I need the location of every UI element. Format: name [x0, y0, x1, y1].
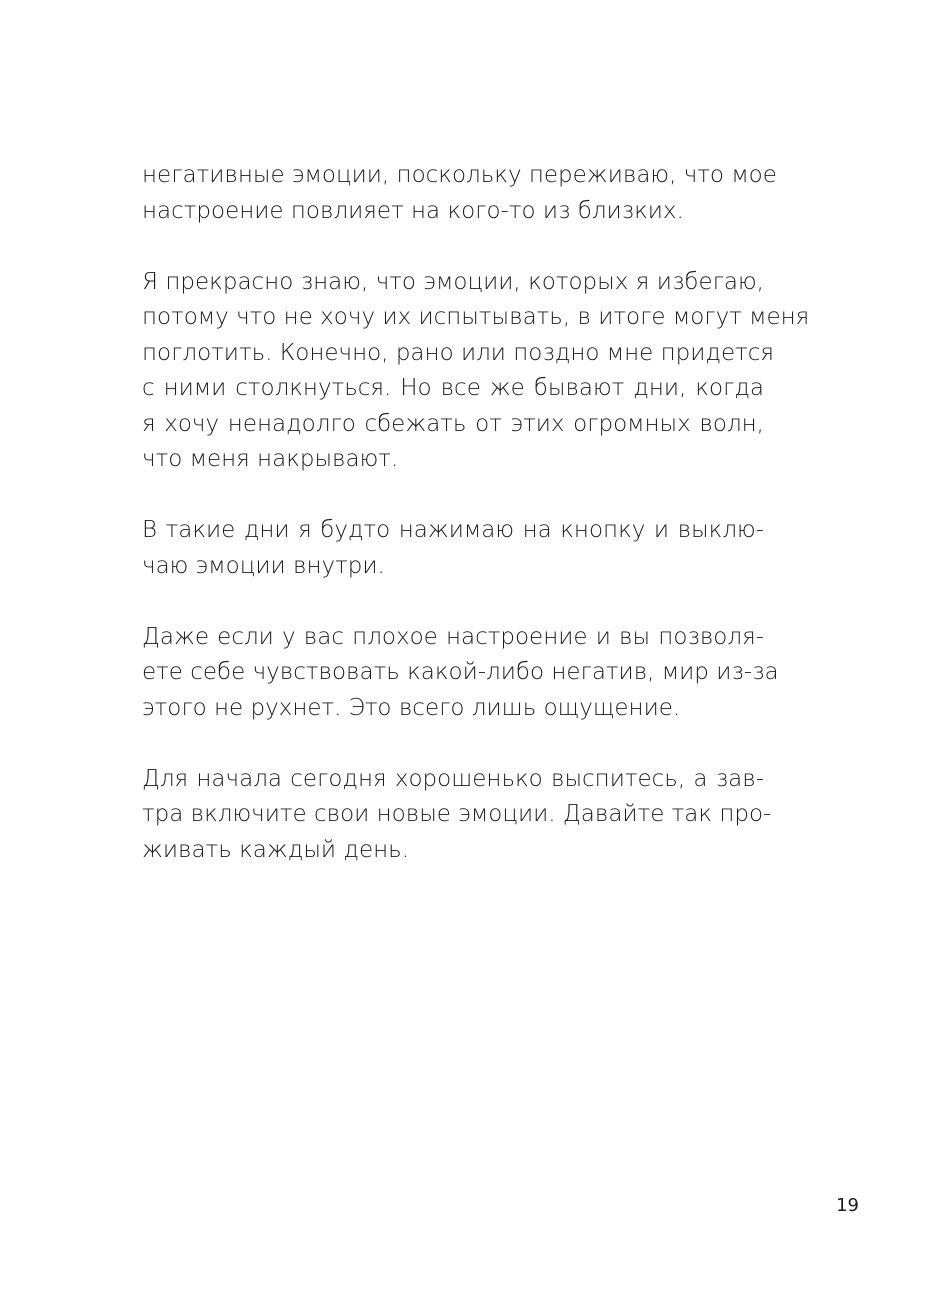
text-line: чаю эмоции внутри. — [142, 552, 385, 579]
text-line: Для начала сегодня хорошенько выспитесь, а зав- — [142, 765, 764, 792]
text-line: негативные эмоции, поскольку переживаю, что мое — [142, 162, 777, 188]
text-line: потому что не хочу их испытывать, в итоге могут меня — [142, 304, 810, 330]
page-number: 19 — [836, 1195, 859, 1216]
text-line: живать каждый день. — [142, 836, 410, 863]
text-line: тра включите свои новые эмоции. Давайте так про- — [142, 801, 772, 827]
text-line: Я прекрасно знаю, что эмоции, которых я избегаю, — [142, 268, 764, 295]
text-line: я хочу ненадолго сбежать от этих огромных волн, — [142, 410, 764, 437]
text-line: поглотить. Конечно, рано или поздно мне придется — [142, 339, 775, 366]
paragraph-4 — [142, 620, 779, 727]
text-line: с ними столкнуться. Но все же бывают дни, когда — [142, 375, 764, 401]
paragraph-5 — [142, 762, 772, 869]
text-line: этого не рухнет. Это всего лишь ощущение. — [142, 694, 681, 721]
paragraph-3 — [142, 513, 764, 584]
text-line: что меня накрывают. — [142, 446, 399, 472]
text-line: настроение повлияет на кого-то из близких. — [142, 197, 684, 224]
body-text — [142, 158, 810, 904]
paragraph-2 — [142, 265, 810, 478]
text-line: Даже если у вас плохое настроение и вы позволя- — [142, 623, 764, 650]
text-line: В такие дни я будто нажимаю на кнопку и выклю- — [142, 517, 764, 543]
text-line: ете себе чувствовать какой-либо негатив, мир из-за — [142, 659, 779, 685]
paragraph-1 — [142, 158, 777, 229]
